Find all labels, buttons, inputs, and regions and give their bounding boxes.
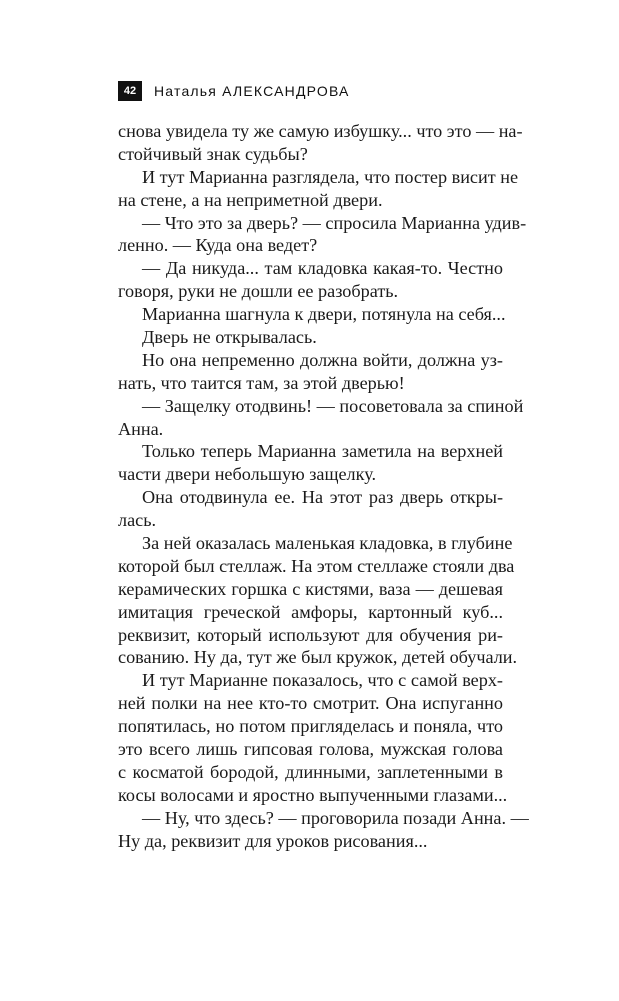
text-line: керамических горшка с кистями, ваза — дешевая	[118, 578, 503, 599]
text-line: Но она непременно должна войти, должна уз-	[142, 349, 503, 370]
text-line: — Да никуда... там кладовка какая-то. Честно	[142, 258, 503, 279]
page-number: 42	[118, 81, 142, 101]
text-line: Анна.	[118, 418, 164, 439]
text-line: Только теперь Марианна заметила на верхней	[142, 441, 503, 462]
body-text	[118, 120, 529, 853]
text-line: — Защелку отодвинь! — посоветовала за спиной	[142, 395, 524, 416]
text-line: говоря, руки не дошли ее разобрать.	[118, 281, 399, 302]
text-line: За ней оказалась маленькая кладовка, в глубине	[142, 533, 513, 554]
text-line: имитация греческой амфоры, картонный куб...	[118, 601, 503, 622]
text-line: Марианна шагнула к двери, потянула на себя...	[142, 304, 506, 325]
text-line: это всего лишь гипсовая голова, мужская голова	[118, 739, 503, 760]
text-line: с косматой бородой, длинными, заплетенными в	[118, 761, 503, 782]
text-line: которой был стеллаж. На этом стеллаже стояли два	[118, 555, 515, 576]
author-name: Наталья АЛЕКСАНДРОВА	[154, 83, 350, 99]
text-line: И тут Марианне показалось, что с самой верх-	[142, 670, 503, 691]
text-line: стойчивый знак судьбы?	[118, 143, 308, 164]
text-line: на стене, а на неприметной двери.	[118, 189, 383, 210]
text-line: — Ну, что здесь? — проговорила позади Анна. —	[142, 807, 529, 828]
text-line: попятилась, но потом пригляделась и поняла, что	[118, 716, 503, 737]
text-line: снова увидела ту же самую избушку... что это — на-	[118, 121, 523, 141]
text-line: Дверь не открывалась.	[142, 327, 317, 348]
text-line: сованию. Ну да, тут же был кружок, детей обучали.	[118, 647, 518, 668]
text-line: реквизит, который используют для обучения ри-	[118, 624, 503, 645]
text-line: Ну да, реквизит для уроков рисования...	[118, 830, 428, 851]
text-line: части двери небольшую защелку.	[118, 464, 377, 485]
text-line: ленно. — Куда она ведет?	[118, 235, 318, 256]
running-header	[118, 80, 350, 102]
text-line: Она отодвинула ее. На этот раз дверь откры-	[142, 487, 503, 508]
text-line: И тут Марианна разглядела, что постер висит не	[142, 166, 519, 187]
text-line: нать, что таится там, за этой дверью!	[118, 372, 405, 393]
text-line: ней полки на нее кто-то смотрит. Она испуганно	[118, 693, 503, 714]
text-line: — Что это за дверь? — спросила Марианна удив-	[142, 212, 527, 233]
text-line: косы волосами и яростно выпученными глазами...	[118, 784, 508, 805]
text-line: лась.	[118, 510, 157, 531]
